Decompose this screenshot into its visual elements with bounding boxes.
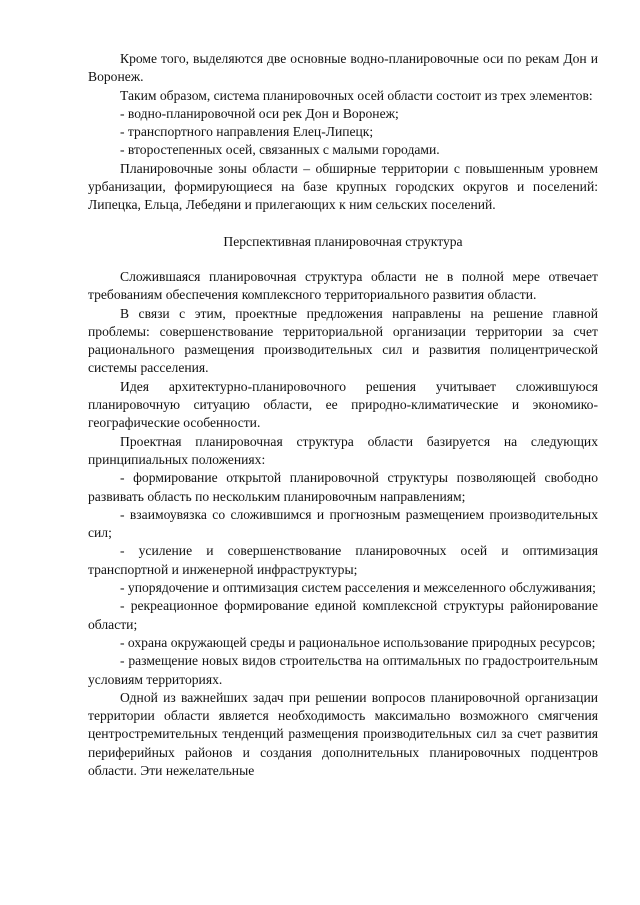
paragraph-project-proposals: В связи с этим, проектные предложения направлены на решение главной проблемы: совершенствование территориальной организации территории за счет рационального размещения производительных сил и развития полицентрической системы расселения. [88, 305, 598, 376]
paragraph-principles-intro: Проектная планировочная структура области базируется на следующих принципиальных положениях: [88, 433, 598, 467]
paragraph-architectural-idea: Идея архитектурно-планировочного решения учитывает сложившуюся планировочную ситуацию области, ее природно-климатические и экономико-географические особенности. [88, 378, 598, 431]
list-item-new-construction: - размещение новых видов строительства на оптимальных по градостроительным условиям территориях. [88, 653, 598, 687]
paragraph-existing-structure: Сложившаяся планировочная структура области не в полной мере отвечает требованиям обеспечения комплексного территориального развития области. [88, 268, 598, 303]
list-item-environment: - охрана окружающей среды и рациональное использование природных ресурсов; [120, 634, 596, 650]
list-item-secondary-axes: - второстепенных осей, связанных с малыми городами. [120, 142, 440, 158]
list-item-interconnection: - взаимоувязка со сложившимся и прогнозным размещением производительных сил; [88, 506, 598, 541]
document-page [88, 50, 598, 780]
list-item-open-structure: - формирование открытой планировочной структуры позволяющей свободно развивать область по нескольким планировочным направлениям; [88, 470, 598, 504]
list-item-axes-improvement: - усиление и совершенствование планировочных осей и оптимизация транспортной и инженерной инфраструктуры; [88, 543, 598, 577]
paragraph-river-axes: Кроме того, выделяются две основные водно-планировочные оси по рекам Дон и Воронеж. [88, 51, 598, 85]
paragraph-planning-zones: Планировочные зоны области – обширные территории с повышенным уровнем урбанизации, формирующиеся на базе крупных городских округов и поселений: Липецка, Ельца, Лебедяни и прилегающих к ним сельских поселений. [88, 160, 598, 213]
section-heading: Перспективная планировочная структура [223, 233, 463, 249]
list-item-water-axis: - водно-планировочной оси рек Дон и Воронеж; [120, 105, 399, 121]
list-item-recreational-structure: - рекреационное формирование единой комплексной структуры районирование области; [88, 598, 598, 632]
paragraph-axes-system: Таким образом, система планировочных осей области состоит из трех элементов: [120, 87, 593, 103]
paragraph-main-task: Одной из важнейших задач при решении вопросов планировочной организации территории области является необходимость максимально возможного смягчения центростремительных тенденций размещения производительных сил за счет развития периферийных районов и создания дополнительных планировочных подцентров области. Эти нежелательные [88, 689, 598, 778]
list-item-settlement-systems: - упорядочение и оптимизация систем расселения и межселенного обслуживания; [120, 580, 596, 596]
list-item-transport-axis: - транспортного направления Елец-Липецк; [120, 124, 374, 140]
